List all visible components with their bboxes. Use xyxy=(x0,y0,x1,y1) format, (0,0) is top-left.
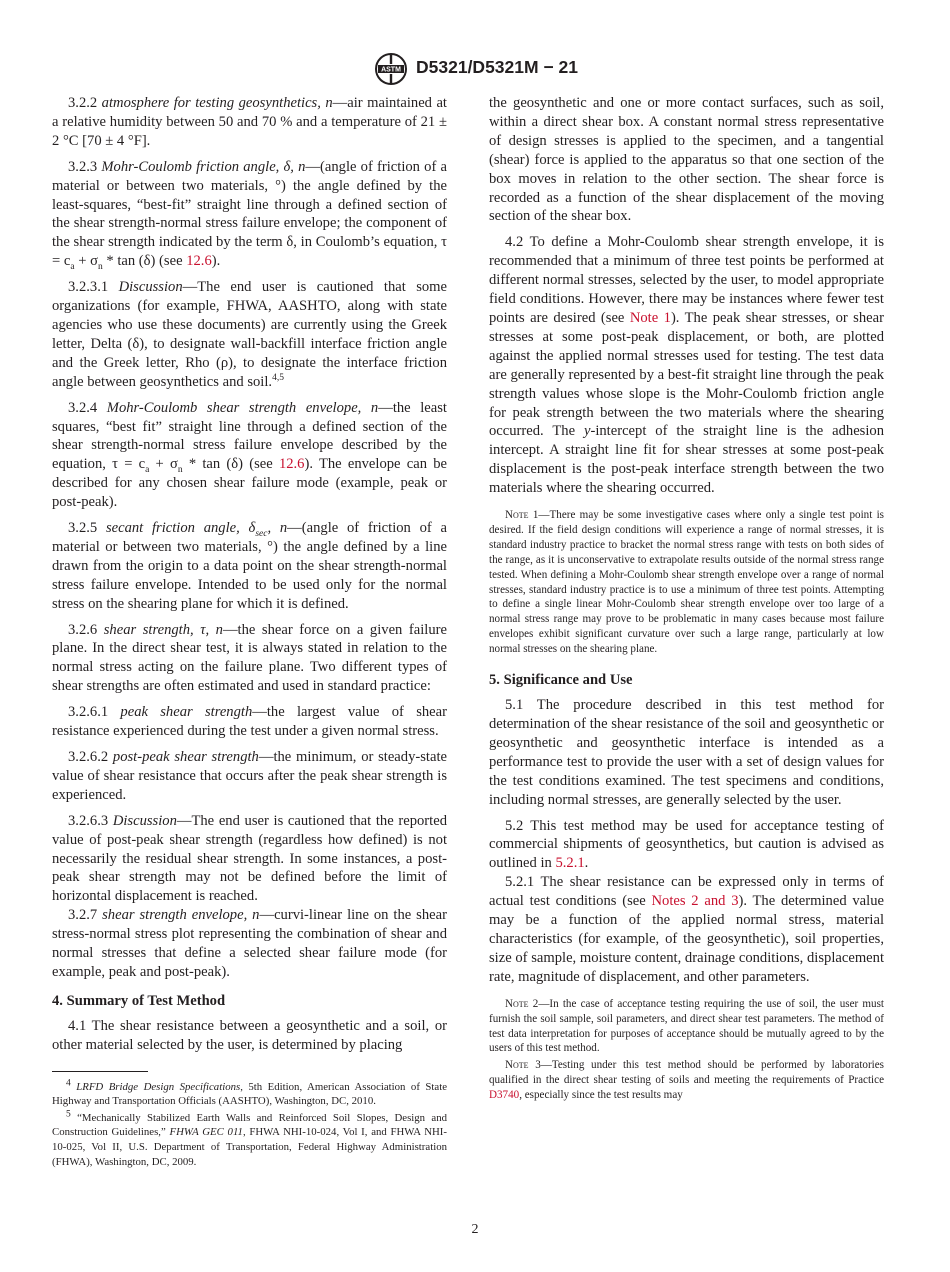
paragraph-5-1: 5.1 The procedure described in this test method for determination of the shear resistance of the soil and geosynthetic or geosynthetic and geosynthetic interface is intended as a performance test to provide the user with a set of design values for the test conditions examined. The test specimens and conditions, including normal stresses, are generally selected by the user. xyxy=(489,697,884,808)
link-note-1[interactable]: Note 1 xyxy=(629,309,671,326)
section-heading-5: 5. Significance and Use xyxy=(489,672,633,689)
paragraph-3-2-3: 3.2.3 Mohr-Coulomb friction angle, δ, n—(angle of friction of a material or between two materials, °) the angle defined by the least-squares, “best-fit” straight line through a defined section of the shear strength-normal stress failure envelope; the component of the shear strength indicated by the term δ, in Coulomb’s equation, $\tau = c_a + \sigma_n * \tan (\delta)$ (see 12.6). xyxy=(52,158,447,273)
page-header xyxy=(0,52,950,86)
link-d3740[interactable]: D3740 xyxy=(489,1089,520,1102)
paragraph-5-2: 5.2 This test method may be used for acceptance testing of commercial shipments of geosynthetics, but caution is advised as outlined in 5.2.1. xyxy=(489,817,884,872)
paragraph-3-2-6-1: 3.2.6.1 peak shear strength—the largest value of shear resistance experienced during the test under a given normal stress. xyxy=(52,704,447,740)
paragraph-3-2-5: 3.2.5 secant friction angle, $\delta_{sec}$, n—(angle of friction of a material or between two materials, °) the angle defined by a line drawn from the origin to a data point on the shear strength-normal stress failure envelope. Intended to be used only for the normal stress on the shearing plane for which it is defined. xyxy=(52,520,447,612)
paragraph-4-1-continued: the geosynthetic and one or more contact surfaces, such as soil, within a direct shear box. A constant normal stress representative of design stresses is applied to the specimen, and a tangential (shear) force is applied to the apparatus so that one section of the box moves in relation to the other section. The shear force is recorded as a function of the shear displacement of the moving section of the shear box. xyxy=(489,95,884,225)
paragraph-3-2-7: 3.2.7 shear strength envelope, n—curvi-linear line on the shear stress-normal stress plot representing the combination of shear and normal stresses that define a selected shear failure mode (for example, peak and post-peak). xyxy=(52,907,447,980)
link-12-6[interactable]: 12.6 xyxy=(278,456,305,473)
astm-logo-icon xyxy=(372,52,410,86)
note-2: Note 2—In the case of acceptance testing requiring the use of soil, the user must furnish the soil sample, soil parameters, and direct shear test parameters. The method of test data interpretation for purposes of acceptance should be mutually agreed to by the users of this test method. xyxy=(489,997,884,1055)
paragraph-3-2-6-2: 3.2.6.2 post-peak shear strength—the minimum, or steady-state value of shear resistance that occurs after the peak shear strength is experienced. xyxy=(52,749,447,803)
paragraph-5-2-1: 5.2.1 The shear resistance can be expressed only in terms of actual test conditions (see Notes 2 and 3). The determined value may be a function of the applied normal stress, material characteristics (for example, of the geosynthetic), soil properties, size of sample, moisture content, drainage conditions, displacement rate, magnitude of displacement, and other parameters. xyxy=(489,874,884,985)
paragraph-4-1: 4.1 The shear resistance between a geosynthetic and a soil, or other material selected by the user, is determined by placing xyxy=(52,1017,447,1053)
section-heading-4: 4. Summary of Test Method xyxy=(52,992,226,1009)
paragraph-3-2-6: 3.2.6 shear strength, τ, n—the shear force on a given failure plane. In the direct shear test, it is always stated in relation to the normal stress acting on the failure plane. Two different types of shear strengths are often estimated and used in standard practice: xyxy=(52,621,447,695)
paragraph-3-2-2: 3.2.2 atmosphere for testing geosynthetics, n—air maintained at a relative humidity between 50 and 70 % and a temperature of 21 ± 2 °C [70 ± 4 °F]. xyxy=(52,95,447,149)
paragraph-3-2-6-3: 3.2.6.3 Discussion—The end user is cautioned that the reported value of post-peak shear strength (regardless how defined) is not necessarily the residual shear strength. In some instances, a post-peak shear strength may not be defined before the limit of horizontal displacement is reached. xyxy=(52,812,447,905)
logo-text: ASTM xyxy=(381,66,401,74)
paragraph-3-2-4: 3.2.4 Mohr-Coulomb shear strength envelope, n—the least squares, “best fit” straight line through a defined section of the shear strength-normal stress failure envelope described by the equation, $\tau = c_a + \sigma_n * \tan (\delta)$ (see 12.6). The envelope can be described for any chosen shear failure mode (example, peak or post-peak). xyxy=(52,399,447,511)
paragraph-4-2: 4.2 To define a Mohr-Coulomb shear strength envelope, it is recommended that a minimum of three test points be performed at different normal stresses, selected by the user, to model appropriate field conditions. However, there may be instances where fewer test points are desired (see Note 1). The peak shear stresses, or shear stresses at some post-peak displacement, or both, are plotted against the applied normal stresses used for testing. The test data are generally represented by a best-fit straight line through the peak strength values whose slope is the Mohr-Coulomb friction angle for peak strength between the two materials where the shearing occurred. The y-intercept of the straight line is the adhesion intercept. A straight line fit for shear stresses at some post-peak displacement is the post-peak interface strength between the two materials where the shearing occurred. xyxy=(489,234,884,497)
footnote-ref-4-5[interactable]: 4,5 xyxy=(272,372,284,383)
page-number: 2 xyxy=(471,1222,479,1237)
right-column xyxy=(489,94,884,1105)
left-column xyxy=(52,94,447,1171)
paragraph-3-2-3-1: 3.2.3.1 Discussion—The end user is cautioned that some organizations (for example, FHWA, AASHTO, along with state agencies who use these documents) are currently using the Greek letter, Delta (δ), to designate wall-backfill interface friction angle and the Greek letter, Rho (ρ), to designate the interface friction angle between geosynthetics and soil.$^{4,5}$ xyxy=(52,279,447,390)
footnote-divider xyxy=(52,1071,148,1072)
footnote-4: $^4$ LRFD Bridge Design Specifications, 5th Edition, American Association of State Highway and Transportation Officials (AASHTO), Washington, DC, 2010. xyxy=(52,1078,447,1108)
link-5-2-1[interactable]: 5.2.1 xyxy=(555,855,585,872)
note-3: Note 3—Testing under this test method should be performed by laboratories qualified in the direct shear testing of soils and meeting the requirements of Practice D3740, especially since the test results may xyxy=(489,1059,884,1102)
note-1: Note 1—There may be some investigative cases where only a single test point is desired. If the field design conditions will experience a range of normal stresses, it is standard industry practice to bracket the normal stress range with tests on both sides of the range, as it is unconservative to extrapolate results outside of the normal stress range tested. When defining a Mohr-Coulomb shear strength envelope over a range of normal stresses, standard industry practice is to use a minimum of three test points. Attempting to define a single linear Mohr-Coulomb shear strength envelope over too large of a normal stress range may prove to be problematic in many cases because most failure envelopes exhibit significant curvature over such a large range, particularly at low normal stresses on the shearing plane. xyxy=(489,509,884,656)
link-12-6[interactable]: 12.6 xyxy=(186,253,212,270)
footnote-5: $^5$ “Mechanically Stabilized Earth Walls and Reinforced Soil Slopes, Design and Construction Guidelines,” FHWA GEC 011, FHWA NHI-10-024, Vol I, and FHWA NHI-10-025, Vol II, U.S. Department of Transportation, Federal Highway Administration (FHWA), Washington, DC, 2009. xyxy=(52,1109,447,1168)
document-id: D5321/D5321M − 21 xyxy=(416,57,578,77)
link-notes-2-3[interactable]: Notes 2 and 3 xyxy=(651,893,739,910)
